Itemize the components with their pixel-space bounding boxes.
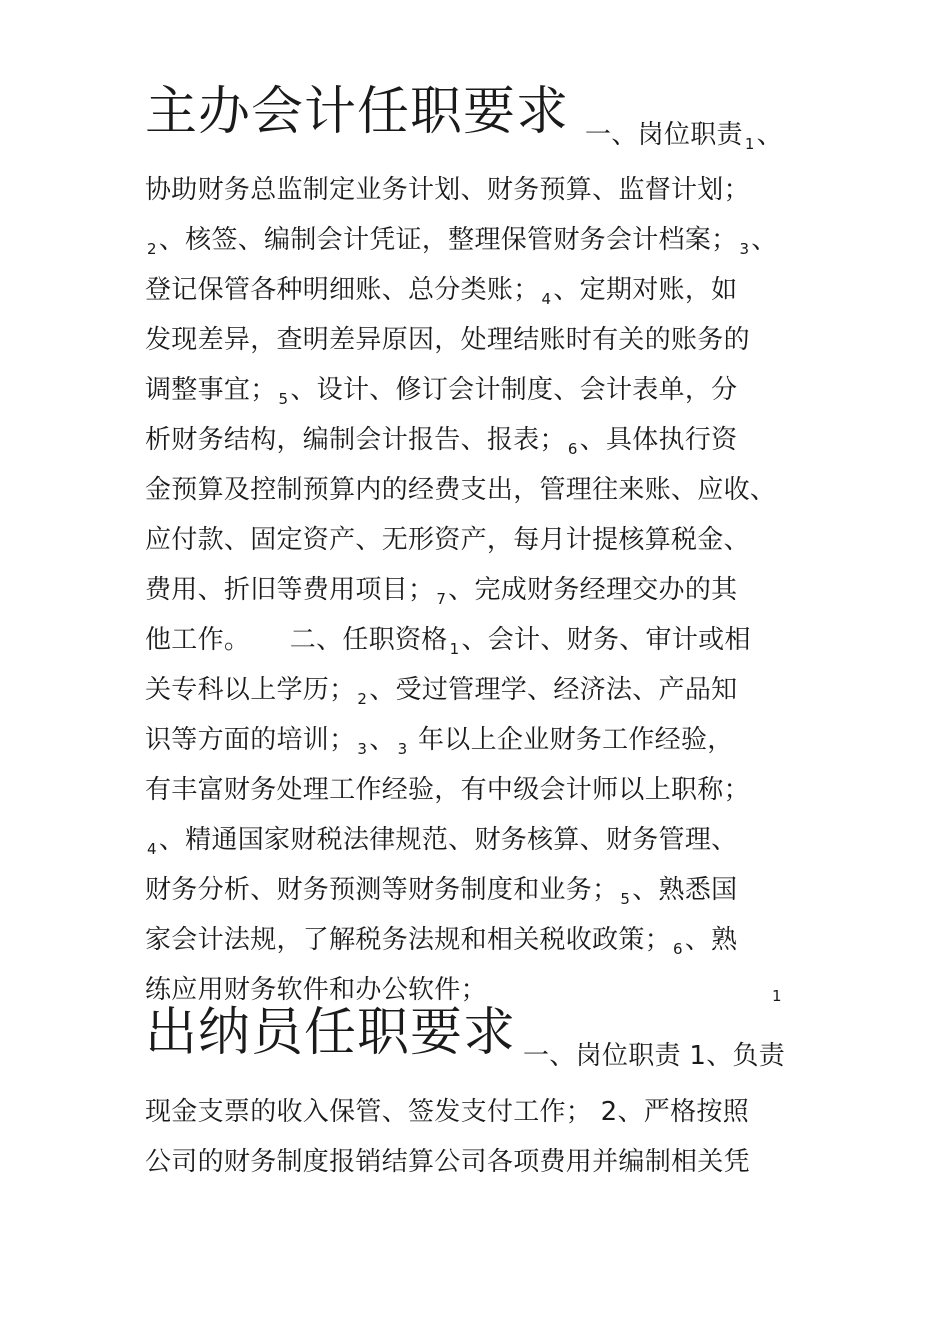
section1-line-5: 调整事宜； $_5$、设计、修订会计制度、会计表单，分 xyxy=(145,375,738,408)
section1-line-13: 有丰富财务处理工作经验，有中级会计师以上职称； xyxy=(145,775,750,805)
section1-line-12: 识等方面的培训； $_3$、 $_3$ 年以上企业财务工作经验， xyxy=(145,725,734,758)
section2-title: 出纳员任职要求 xyxy=(145,1003,517,1063)
section1-line-11: 关专科以上学历； $_2$、受过管理学、经济法、产品知 xyxy=(145,675,738,708)
section1-line-0: 一、岗位职责 $_1$、 xyxy=(585,120,783,153)
section1-line-10: 他工作。 二、任职资格 $_1$、会计、财务、审计或相 xyxy=(145,625,751,658)
section1-line-8: 应付款、固定资产、无形资产，每月计提核算税金、 xyxy=(145,525,750,555)
section1-line-17: 练应用财务软件和办公软件； xyxy=(145,975,487,1005)
section2-line-0: 现金支票的收入保管、签发支付工作； 2、严格按照 xyxy=(145,1097,750,1127)
section1-line-15: 财务分析、财务预测等财务制度和业务； $_5$、熟悉国 xyxy=(145,875,738,908)
section1-line-6: 析财务结构，编制会计报告、报表； $_6$、具体执行资 xyxy=(145,425,738,458)
section1-line-3: 登记保管各种明细账、总分类账； $_4$、定期对账，如 xyxy=(145,275,738,308)
page-number: 1 xyxy=(772,987,782,1005)
section1-line-4: 发现差异，查明差异原因，处理结账时有关的账务的 xyxy=(145,325,750,355)
section1-line-9: 费用、折旧等费用项目； $_7$、完成财务经理交办的其 xyxy=(145,575,738,608)
section1-line-2: $_2$、核签、编制会计凭证，整理保管财务会计档案； $_3$、 xyxy=(147,225,778,258)
section1-title: 主办会计任职要求 xyxy=(145,82,570,142)
section1-line-7: 金预算及控制预算内的经费支出，管理往来账、应收、 xyxy=(145,475,777,505)
section1-line-14: $_4$、精通国家财税法律规范、财务核算、财务管理、 xyxy=(147,825,738,858)
section2-heading-tail: 一、岗位职责 1、负责 xyxy=(523,1041,786,1071)
section2-line-1: 公司的财务制度报销结算公司各项费用并编制相关凭 xyxy=(145,1147,750,1177)
section1-line-1: 协助财务总监制定业务计划、财务预算、监督计划； xyxy=(145,175,750,205)
section1-line-16: 家会计法规，了解税务法规和相关税收政策； $_6$、熟 xyxy=(145,925,738,958)
